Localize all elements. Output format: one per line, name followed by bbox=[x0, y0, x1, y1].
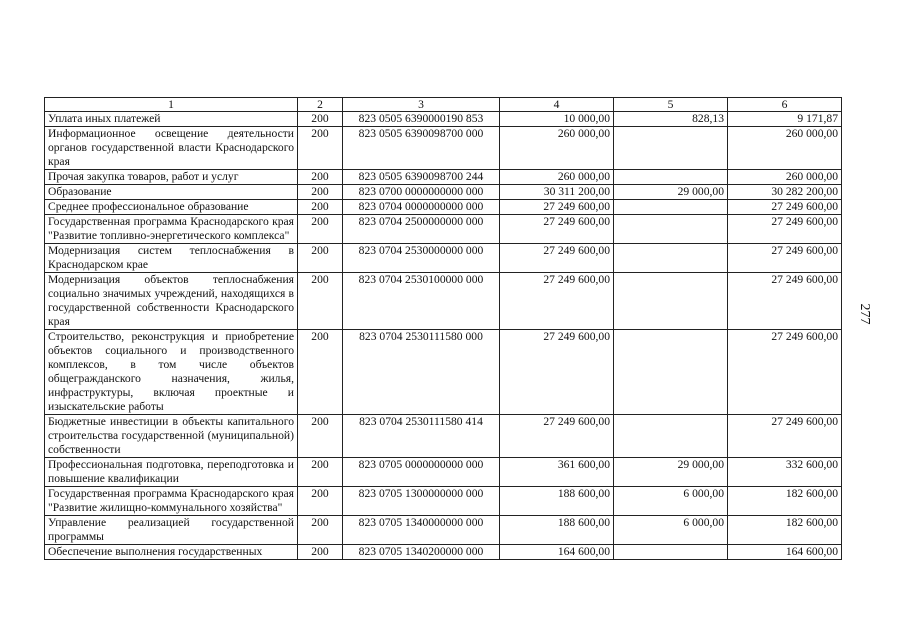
row-col5: 29 000,00 bbox=[614, 185, 728, 200]
table-row bbox=[45, 487, 842, 516]
row-ministry: 200 bbox=[298, 273, 343, 330]
row-name: Обеспечение выполнения государственных bbox=[45, 545, 298, 560]
row-col4: 188 600,00 bbox=[500, 487, 614, 516]
row-col6: 260 000,00 bbox=[728, 170, 842, 185]
row-ministry: 200 bbox=[298, 244, 343, 273]
row-col4: 260 000,00 bbox=[500, 170, 614, 185]
row-col6: 260 000,00 bbox=[728, 127, 842, 170]
row-code: 823 0704 2530000000 000 bbox=[343, 244, 500, 273]
row-col4: 188 600,00 bbox=[500, 516, 614, 545]
row-ministry: 200 bbox=[298, 516, 343, 545]
row-ministry: 200 bbox=[298, 415, 343, 458]
row-col5 bbox=[614, 273, 728, 330]
row-col5 bbox=[614, 545, 728, 560]
row-col4: 27 249 600,00 bbox=[500, 273, 614, 330]
header-col-4: 4 bbox=[500, 98, 614, 112]
row-code: 823 0704 2530111580 000 bbox=[343, 330, 500, 415]
header-col-2: 2 bbox=[298, 98, 343, 112]
row-code: 823 0705 1340200000 000 bbox=[343, 545, 500, 560]
header-col-5: 5 bbox=[614, 98, 728, 112]
row-name: Прочая закупка товаров, работ и услуг bbox=[45, 170, 298, 185]
row-col5: 6 000,00 bbox=[614, 516, 728, 545]
row-ministry: 200 bbox=[298, 330, 343, 415]
table-row bbox=[45, 170, 842, 185]
table-row bbox=[45, 330, 842, 415]
row-name: Модернизация систем теплоснабжения в Краснодарском крае bbox=[45, 244, 298, 273]
row-ministry: 200 bbox=[298, 127, 343, 170]
row-code: 823 0704 0000000000 000 bbox=[343, 200, 500, 215]
row-code: 823 0705 0000000000 000 bbox=[343, 458, 500, 487]
row-name: Модернизация объектов теплоснабжения социально значимых учреждений, находящихся в государственной собственности Краснодарского края bbox=[45, 273, 298, 330]
page-number: 277 bbox=[857, 303, 872, 325]
row-col6: 27 249 600,00 bbox=[728, 273, 842, 330]
row-name: Образование bbox=[45, 185, 298, 200]
row-col4: 27 249 600,00 bbox=[500, 330, 614, 415]
row-name: Государственная программа Краснодарского края "Развитие топливно-энергетического комплекса" bbox=[45, 215, 298, 244]
row-name: Государственная программа Краснодарского края "Развитие жилищно-коммунального хозяйства" bbox=[45, 487, 298, 516]
header-row bbox=[45, 98, 842, 112]
row-col6: 27 249 600,00 bbox=[728, 244, 842, 273]
row-col5: 6 000,00 bbox=[614, 487, 728, 516]
row-col5 bbox=[614, 415, 728, 458]
row-code: 823 0505 6390000190 853 bbox=[343, 112, 500, 127]
row-code: 823 0704 2530100000 000 bbox=[343, 273, 500, 330]
row-name: Управление реализацией государственной программы bbox=[45, 516, 298, 545]
row-col6: 332 600,00 bbox=[728, 458, 842, 487]
row-ministry: 200 bbox=[298, 112, 343, 127]
header-col-6: 6 bbox=[728, 98, 842, 112]
row-col6: 27 249 600,00 bbox=[728, 215, 842, 244]
row-col6: 182 600,00 bbox=[728, 487, 842, 516]
row-col4: 27 249 600,00 bbox=[500, 200, 614, 215]
row-name: Среднее профессиональное образование bbox=[45, 200, 298, 215]
table-row bbox=[45, 112, 842, 127]
row-name: Профессиональная подготовка, переподготовка и повышение квалификации bbox=[45, 458, 298, 487]
row-col5 bbox=[614, 330, 728, 415]
table-row bbox=[45, 273, 842, 330]
row-col4: 164 600,00 bbox=[500, 545, 614, 560]
row-col5 bbox=[614, 170, 728, 185]
row-ministry: 200 bbox=[298, 545, 343, 560]
row-col5 bbox=[614, 244, 728, 273]
row-col6: 9 171,87 bbox=[728, 112, 842, 127]
row-col6: 164 600,00 bbox=[728, 545, 842, 560]
row-name: Информационное освещение деятельности органов государственной власти Краснодарского края bbox=[45, 127, 298, 170]
row-ministry: 200 bbox=[298, 185, 343, 200]
table-row bbox=[45, 215, 842, 244]
row-code: 823 0505 6390098700 000 bbox=[343, 127, 500, 170]
row-col6: 27 249 600,00 bbox=[728, 200, 842, 215]
row-ministry: 200 bbox=[298, 458, 343, 487]
header-col-3: 3 bbox=[343, 98, 500, 112]
row-code: 823 0705 1300000000 000 bbox=[343, 487, 500, 516]
row-code: 823 0705 1340000000 000 bbox=[343, 516, 500, 545]
row-col6: 27 249 600,00 bbox=[728, 415, 842, 458]
row-code: 823 0700 0000000000 000 bbox=[343, 185, 500, 200]
table-row bbox=[45, 458, 842, 487]
row-name: Бюджетные инвестиции в объекты капитального строительства государственной (муниципальной) собственности bbox=[45, 415, 298, 458]
table-row bbox=[45, 415, 842, 458]
row-col4: 30 311 200,00 bbox=[500, 185, 614, 200]
row-ministry: 200 bbox=[298, 487, 343, 516]
row-col5 bbox=[614, 200, 728, 215]
row-ministry: 200 bbox=[298, 215, 343, 244]
table-row bbox=[45, 545, 842, 560]
row-name: Строительство, реконструкция и приобретение объектов социального и производственного комплексов, в том числе объектов общегражданского назначения, жилья, инфраструктуры, включая проектные и изыскательские работы bbox=[45, 330, 298, 415]
row-code: 823 0704 2500000000 000 bbox=[343, 215, 500, 244]
row-col5 bbox=[614, 127, 728, 170]
row-col4: 10 000,00 bbox=[500, 112, 614, 127]
row-code: 823 0505 6390098700 244 bbox=[343, 170, 500, 185]
row-col4: 27 249 600,00 bbox=[500, 215, 614, 244]
header-col-1: 1 bbox=[45, 98, 298, 112]
row-code: 823 0704 2530111580 414 bbox=[343, 415, 500, 458]
row-col5: 828,13 bbox=[614, 112, 728, 127]
budget-table bbox=[44, 97, 842, 560]
row-col6: 27 249 600,00 bbox=[728, 330, 842, 415]
row-col6: 182 600,00 bbox=[728, 516, 842, 545]
row-col4: 27 249 600,00 bbox=[500, 415, 614, 458]
row-col4: 27 249 600,00 bbox=[500, 244, 614, 273]
table-row bbox=[45, 127, 842, 170]
row-col5: 29 000,00 bbox=[614, 458, 728, 487]
table-body bbox=[45, 112, 842, 560]
row-ministry: 200 bbox=[298, 170, 343, 185]
table-row bbox=[45, 244, 842, 273]
row-col5 bbox=[614, 215, 728, 244]
row-col4: 361 600,00 bbox=[500, 458, 614, 487]
row-ministry: 200 bbox=[298, 200, 343, 215]
table-row bbox=[45, 516, 842, 545]
row-col4: 260 000,00 bbox=[500, 127, 614, 170]
table-row bbox=[45, 200, 842, 215]
row-col6: 30 282 200,00 bbox=[728, 185, 842, 200]
table-row bbox=[45, 185, 842, 200]
row-name: Уплата иных платежей bbox=[45, 112, 298, 127]
